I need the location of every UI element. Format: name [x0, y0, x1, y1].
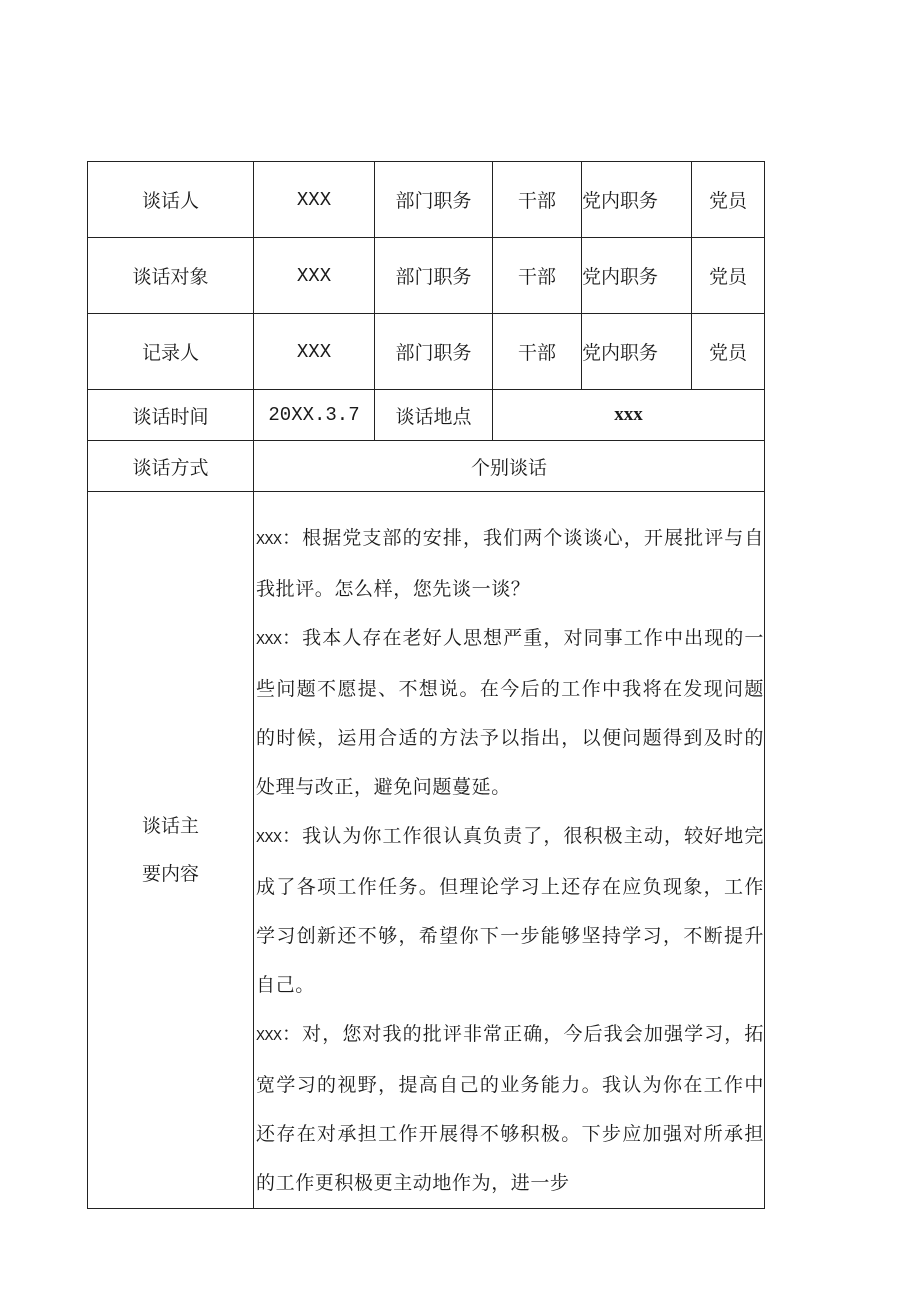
speaker-name: XXX	[256, 632, 282, 649]
dept-position-label: 部门职务	[375, 238, 493, 314]
table-row	[88, 238, 765, 314]
name-value: XXX	[254, 162, 375, 238]
party-position-label: 党内职务	[582, 162, 692, 238]
party-position-value: 党员	[692, 314, 765, 390]
talk-method-label: 谈话方式	[88, 441, 254, 492]
content-label-line2: 要内容	[141, 863, 199, 885]
dialog-text-body: ：我认为你工作很认真负责了，很积极主动，较好地完成了各项工作任务。但理论学习上还存在应负现象，工作学习创新还不够，希望你下一步能够坚持学习，不断提升自己。	[256, 825, 764, 996]
dialog-paragraph	[256, 614, 764, 812]
dialog-text-body: ：我本人存在老好人思想严重，对同事工作中出现的一些问题不愿提、不想说。在今后的工作中我将在发现问题的时候，运用合适的方法予以指出，以便问题得到及时的处理与改正，避免问题蔓延。	[256, 627, 764, 798]
speaker-name: XXX	[256, 532, 282, 549]
dialog-paragraph	[256, 1010, 764, 1208]
dept-position-label: 部门职务	[375, 314, 493, 390]
talk-time-value: 20XX.3.7	[254, 390, 375, 441]
method-row	[88, 441, 765, 492]
talk-time-label: 谈话时间	[88, 390, 254, 441]
name-value: XXX	[254, 238, 375, 314]
talk-method-value: 个别谈话	[254, 441, 765, 492]
party-position-label: 党内职务	[582, 238, 692, 314]
party-position-label: 党内职务	[582, 314, 692, 390]
table-row	[88, 162, 765, 238]
dialog-text-body: ：根据党支部的安排，我们两个谈谈心，开展批评与自我批评。怎么样，您先谈一谈？	[256, 527, 764, 600]
table-row	[88, 314, 765, 390]
dept-position-value: 干部	[493, 238, 582, 314]
dept-position-label: 部门职务	[375, 162, 493, 238]
speaker-name: XXX	[256, 1028, 282, 1045]
speaker-name: XXX	[256, 830, 282, 847]
dialog-text	[254, 492, 764, 1208]
row-label: 记录人	[88, 314, 254, 390]
talk-place-value: xxx	[493, 390, 765, 441]
row-label: 谈话人	[88, 162, 254, 238]
dialog-paragraph	[256, 514, 764, 614]
content-label	[88, 492, 254, 1209]
talk-record-table	[87, 161, 765, 1209]
row-label: 谈话对象	[88, 238, 254, 314]
party-position-value: 党员	[692, 162, 765, 238]
content-body	[254, 492, 765, 1209]
party-position-value: 党员	[692, 238, 765, 314]
talk-place-label: 谈话地点	[375, 390, 493, 441]
content-row	[88, 492, 765, 1209]
dialog-paragraph	[256, 812, 764, 1010]
dept-position-value: 干部	[493, 162, 582, 238]
name-value: XXX	[254, 314, 375, 390]
dept-position-value: 干部	[493, 314, 582, 390]
dialog-text-body: ：对，您对我的批评非常正确，今后我会加强学习，拓宽学习的视野，提高自己的业务能力。我认为你在工作中还存在对承担工作开展得不够积极。下步应加强对所承担的工作更积极更主动地作为，进一步	[256, 1023, 764, 1194]
time-place-row	[88, 390, 765, 441]
content-label-line1: 谈话主	[141, 815, 199, 837]
